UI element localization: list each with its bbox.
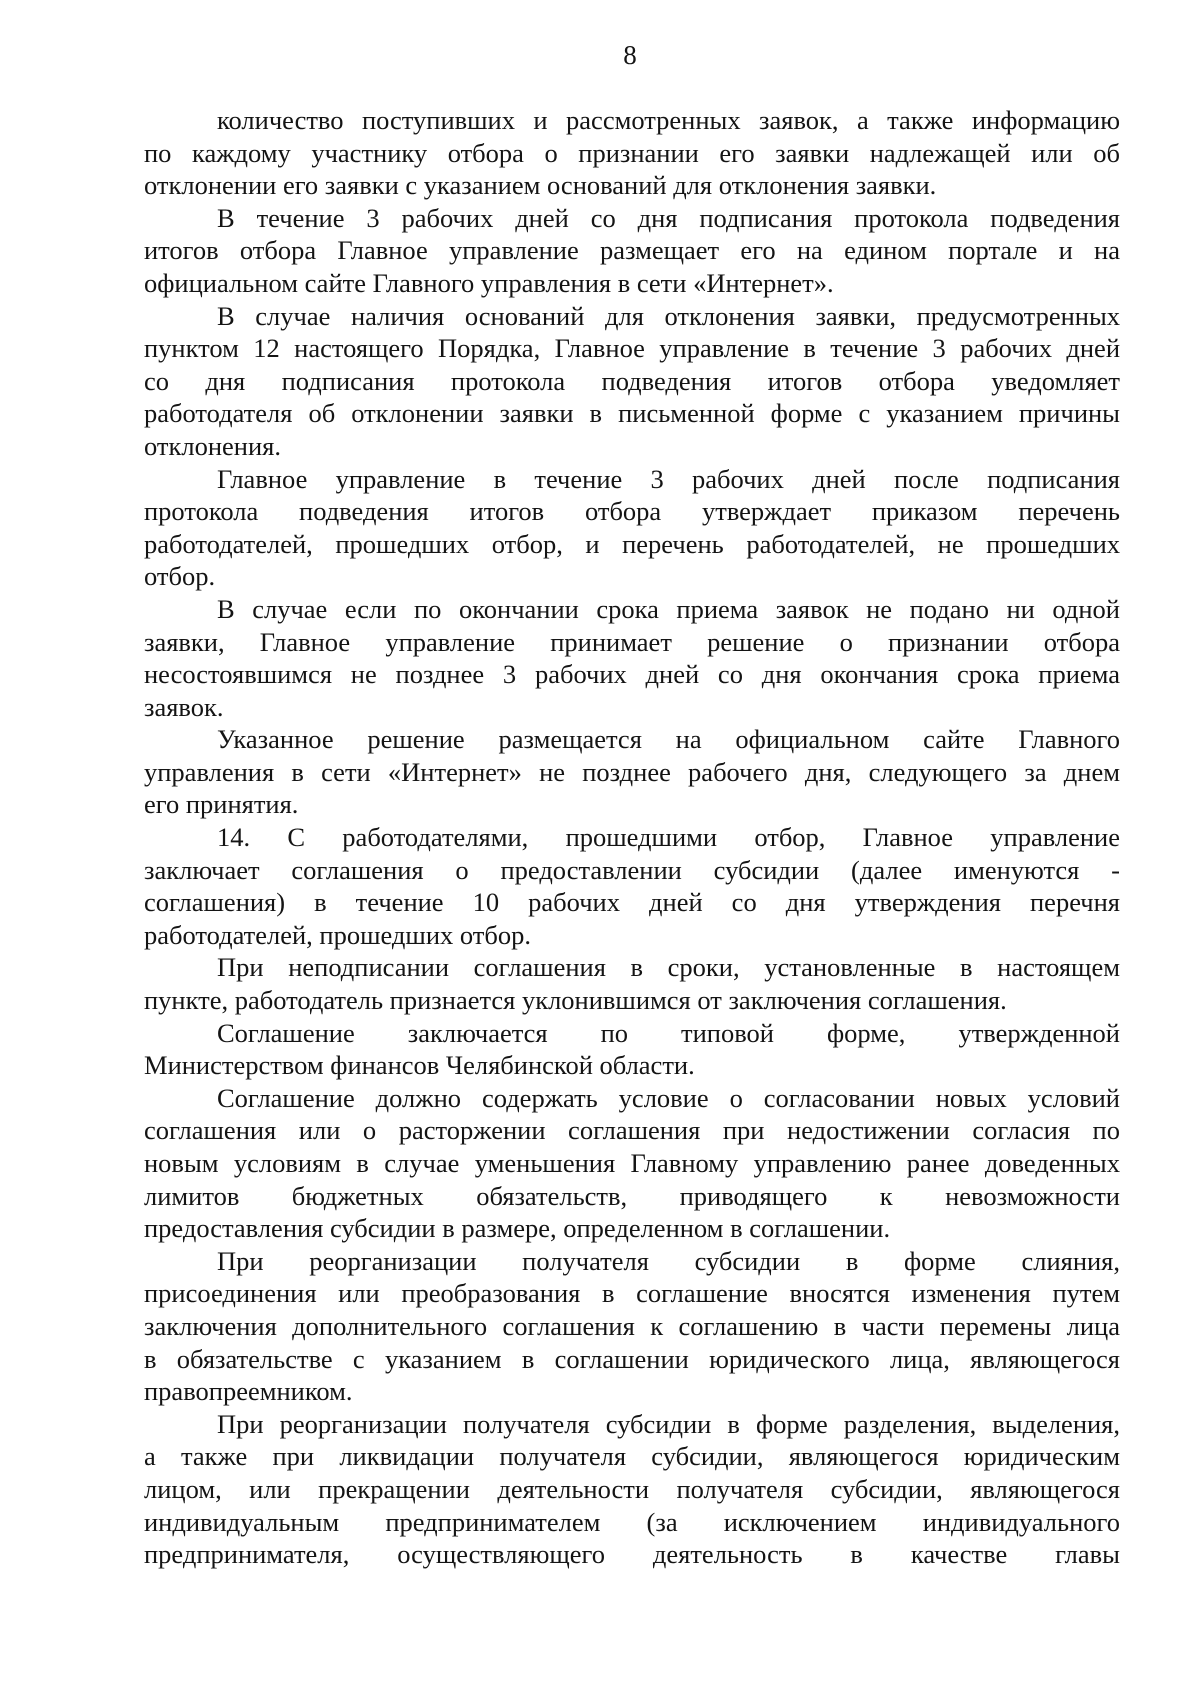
text-line: соглашения) в течение 10 рабочих дней со дня утверждения перечня xyxy=(144,887,1120,918)
text-line: предпринимателя, осуществляющего деятельность в качестве главы xyxy=(144,1539,1120,1570)
text-line: заявки, Главное управление принимает решение о признании отбора xyxy=(144,626,1120,657)
text-line: заключает соглашения о предоставлении субсидии (далее именуются - xyxy=(144,854,1120,885)
text-line: При реорганизации получателя субсидии в форме разделения, выделения, xyxy=(217,1408,1120,1439)
text-line: а также при ликвидации получателя субсидии, являющегося юридическим xyxy=(144,1441,1120,1472)
text-line: Соглашение должно содержать условие о согласовании новых условий xyxy=(217,1082,1120,1113)
text-line: Указанное решение размещается на официальном сайте Главного xyxy=(217,724,1120,755)
text-line: пункте, работодатель признается уклонившимся от заключения соглашения. xyxy=(144,985,1007,1016)
text-line: итогов отбора Главное управление размещает его на едином портале и на xyxy=(144,235,1120,266)
text-line: пунктом 12 настоящего Порядка, Главное управление в течение 3 рабочих дней xyxy=(144,333,1120,364)
text-line: работодателя об отклонении заявки в письменной форме с указанием причины xyxy=(144,398,1120,429)
text-line: отклонения. xyxy=(144,430,281,461)
text-line: отклонении его заявки с указанием оснований для отклонения заявки. xyxy=(144,170,937,201)
text-line: 14. С работодателями, прошедшими отбор, Главное управление xyxy=(217,822,1120,853)
text-line: В случае наличия оснований для отклонения заявки, предусмотренных xyxy=(217,300,1120,331)
text-line: Министерством финансов Челябинской области. xyxy=(144,1050,695,1081)
text-line: несостоявшимся не позднее 3 рабочих дней со дня окончания срока приема xyxy=(144,659,1120,690)
text-line: отбор. xyxy=(144,561,216,592)
text-line: его принятия. xyxy=(144,789,299,820)
text-line: правопреемником. xyxy=(144,1376,353,1407)
text-line: в обязательстве с указанием в соглашении юридического лица, являющегося xyxy=(144,1343,1120,1374)
text-line: лимитов бюджетных обязательств, приводящего к невозможности xyxy=(144,1180,1120,1211)
text-line: со дня подписания протокола подведения итогов отбора уведомляет xyxy=(144,365,1120,396)
text-line: заявок. xyxy=(144,691,224,722)
text-line: присоединения или преобразования в соглашение вносятся изменения путем xyxy=(144,1278,1120,1309)
text-line: индивидуальным предпринимателем (за исключением индивидуального xyxy=(144,1506,1120,1537)
text-line: официальном сайте Главного управления в сети «Интернет». xyxy=(144,267,834,298)
text-line: Главное управление в течение 3 рабочих дней после подписания xyxy=(217,463,1120,494)
text-line: При неподписании соглашения в сроки, установленные в настоящем xyxy=(217,952,1120,983)
text-line: заключения дополнительного соглашения к соглашению в части перемены лица xyxy=(144,1310,1120,1341)
text-line: В случае если по окончании срока приема заявок не подано ни одной xyxy=(217,593,1120,624)
text-line: работодателей, прошедших отбор. xyxy=(144,919,531,950)
text-line: протокола подведения итогов отбора утверждает приказом перечень xyxy=(144,496,1120,527)
text-line: новым условиям в случае уменьшения Главному управлению ранее доведенных xyxy=(144,1148,1120,1178)
text-line: работодателей, прошедших отбор, и перечень работодателей, не прошедших xyxy=(144,528,1120,559)
text-line: по каждому участнику отбора о признании его заявки надлежащей или об xyxy=(144,137,1120,168)
text-line: При реорганизации получателя субсидии в форме слияния, xyxy=(217,1245,1120,1276)
text-line: управления в сети «Интернет» не позднее рабочего дня, следующего за днем xyxy=(144,756,1120,787)
text-line: соглашения или о расторжении соглашения при недостижении согласия по xyxy=(144,1115,1120,1146)
text-line: лицом, или прекращении деятельности получателя субсидии, являющегося xyxy=(144,1473,1120,1504)
text-line: Соглашение заключается по типовой форме, утвержденной xyxy=(217,1017,1120,1048)
document-body xyxy=(144,104,1120,1571)
text-line: количество поступивших и рассмотренных заявок, а также информацию xyxy=(217,105,1120,135)
text-line: предоставления субсидии в размере, определенном в соглашении. xyxy=(144,1213,891,1244)
page-number: 8 xyxy=(623,40,637,70)
text-line: В течение 3 рабочих дней со дня подписания протокола подведения xyxy=(217,202,1120,233)
